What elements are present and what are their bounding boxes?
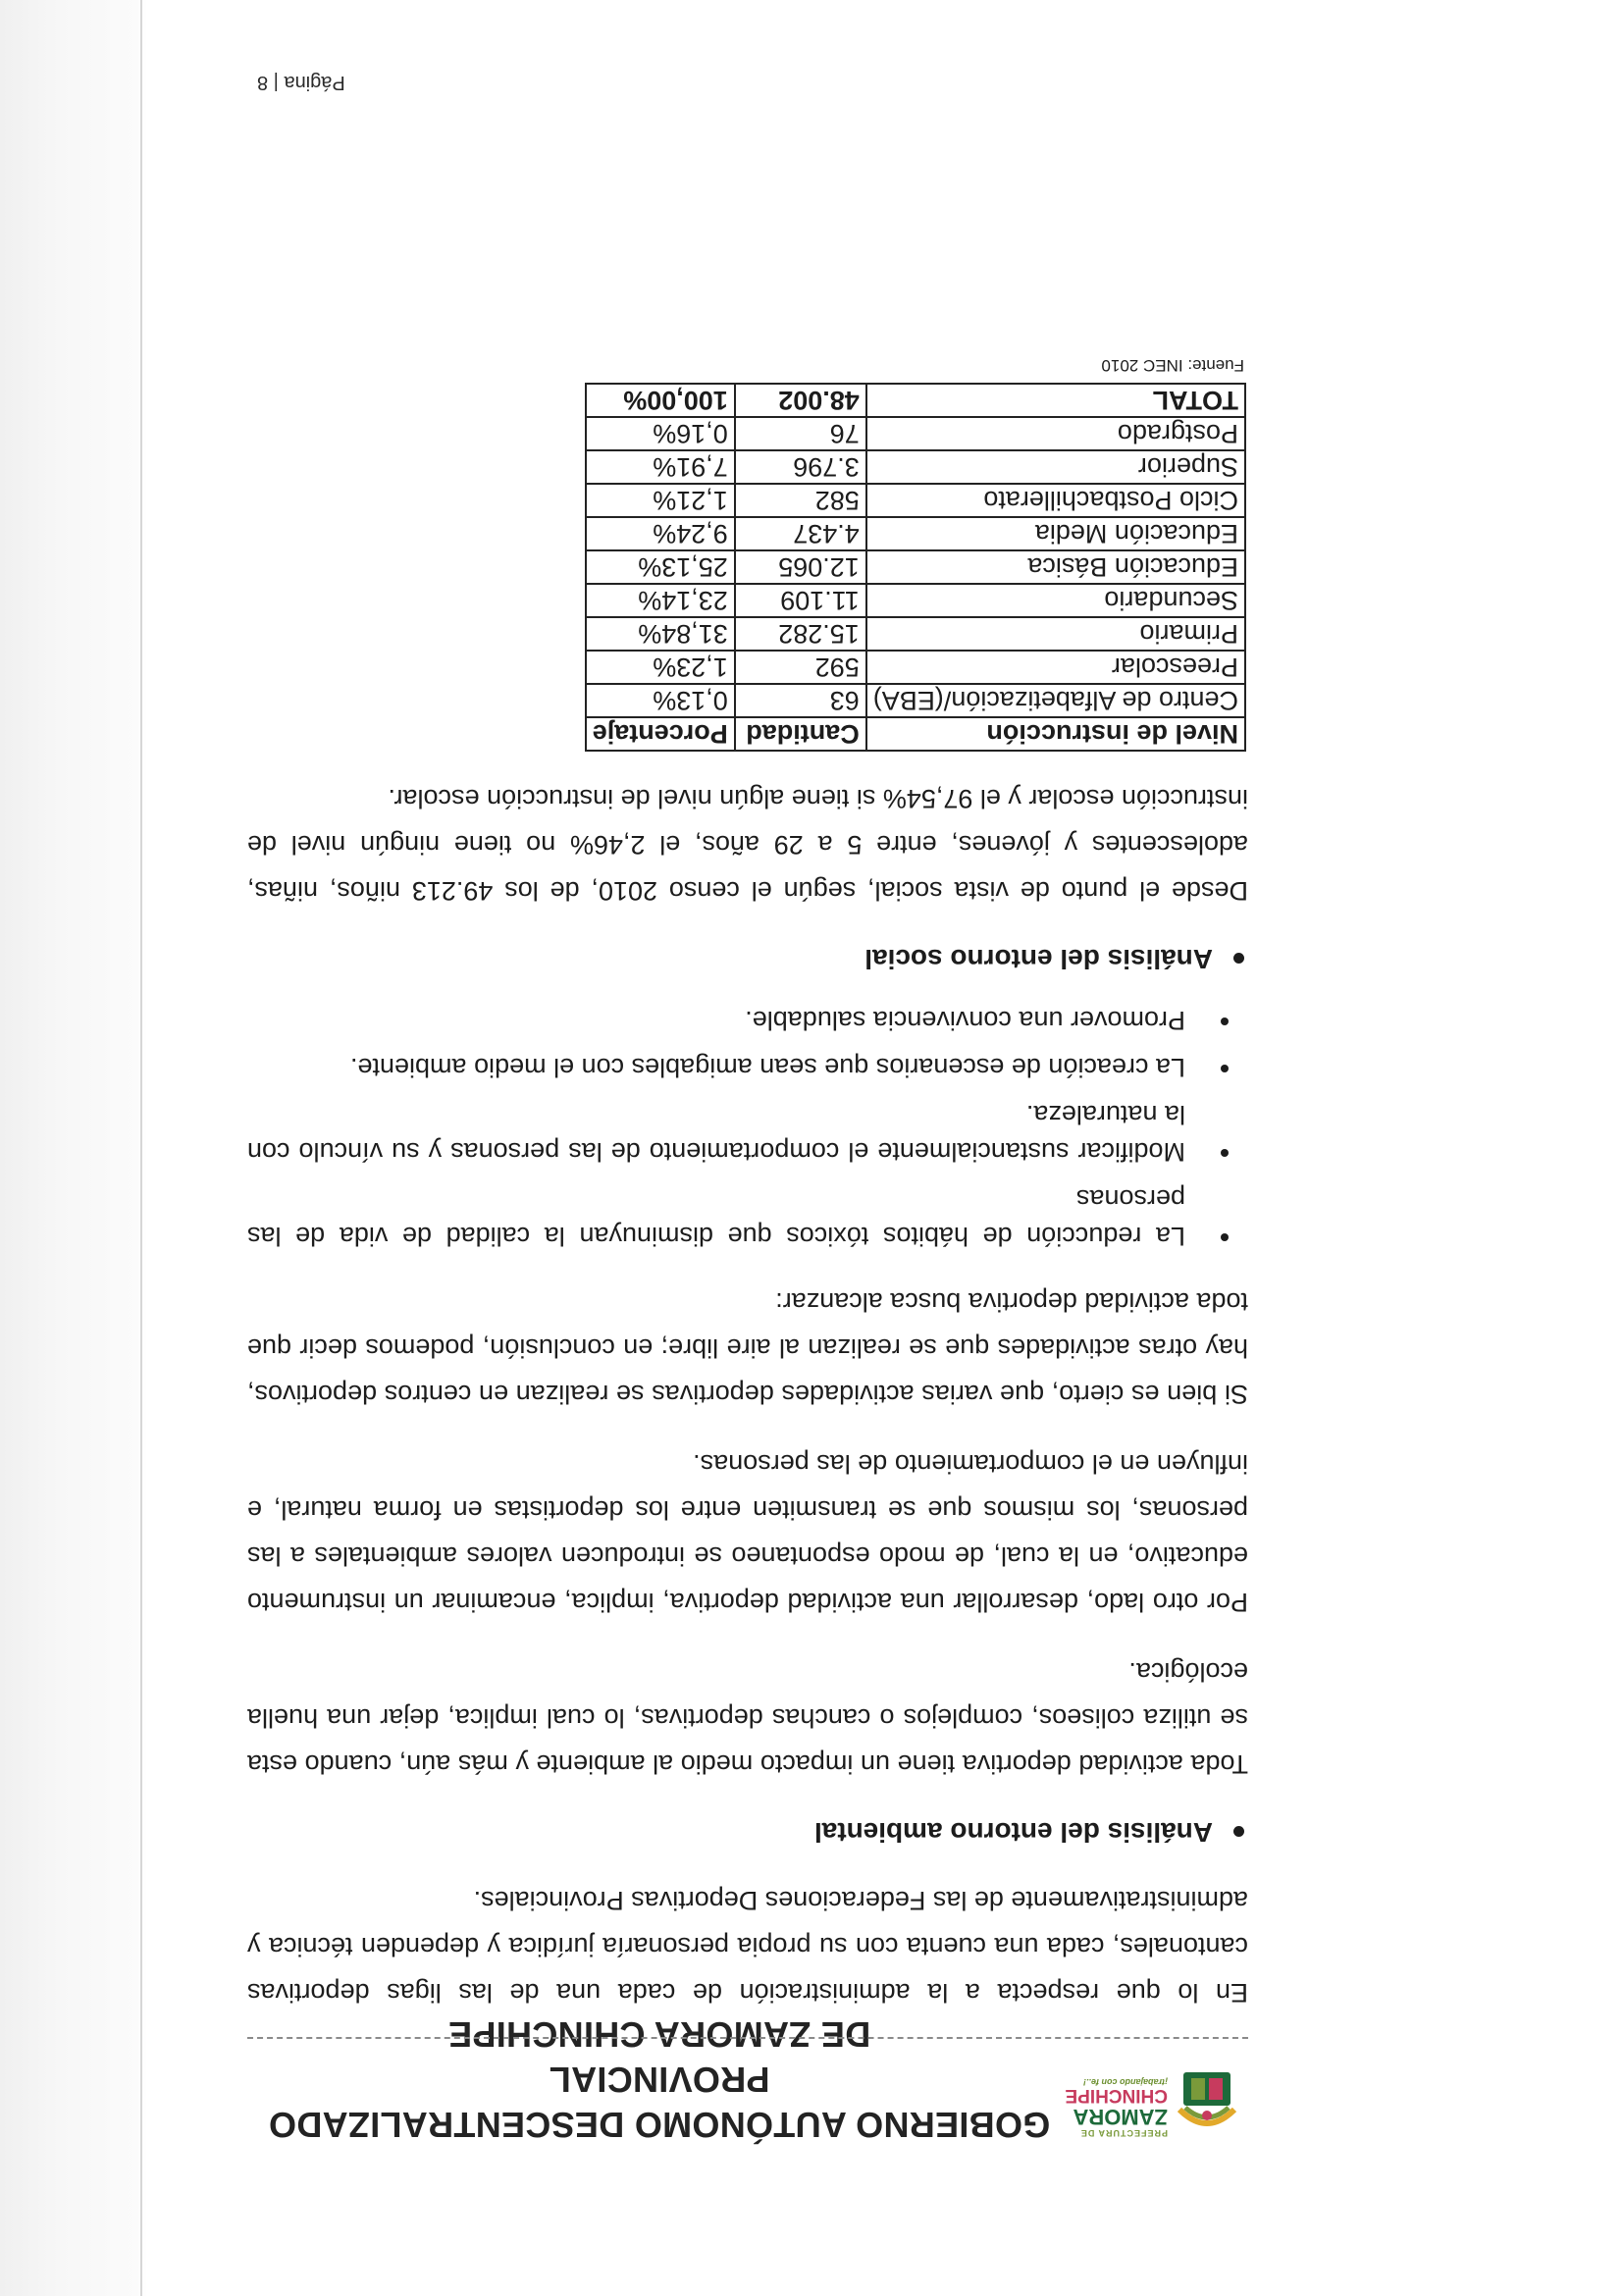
- scan-shadow-edge: [0, 0, 147, 2296]
- table-cell: 1,23%: [586, 651, 735, 684]
- section-heading-social: Análisis del entorno social: [247, 937, 1248, 980]
- logo-small-text: PREFECTURA DE: [1079, 2128, 1168, 2138]
- goal-item: Modificar sustancialmente el comportamiento de las personas y su vínculo con la naturaleza.: [247, 1096, 1185, 1171]
- environment-paragraph-2: Por otro lado, desarrollar una actividad deportiva, implica, encaminar un instrumento educativo, en la cual, de modo espontaneo se introducen valores ambientales a las personas, los mismos que se transmiten entre los deportistas en forma natural, e influyen en el comportamiento de las personas.: [247, 1449, 1248, 1617]
- table-cell: 25,13%: [586, 550, 735, 584]
- table-cell: Secundario: [866, 584, 1245, 617]
- table-row: [586, 651, 1245, 684]
- table-cell: 31,84%: [586, 617, 735, 651]
- table-cell: 582: [735, 484, 866, 517]
- page-header: [247, 2014, 1248, 2151]
- table-header-percentage: Porcentaje: [586, 717, 735, 751]
- table-cell: 23,14%: [586, 584, 735, 617]
- logo-line-1: ZAMORA: [1073, 2104, 1168, 2129]
- table-row: [586, 484, 1245, 517]
- logo-line-2: CHINCHIPE: [1065, 2085, 1168, 2107]
- table-header-level: Nivel de instrucción: [866, 717, 1245, 751]
- prefectura-logo-icon: [1174, 2066, 1240, 2139]
- table-cell: 0,16%: [586, 417, 735, 450]
- table-cell: Superior: [866, 450, 1245, 484]
- table-cell: 9,24%: [586, 517, 735, 550]
- table-cell: 592: [735, 651, 866, 684]
- table-cell: Educación Media: [866, 517, 1245, 550]
- page-number: Página | 8: [257, 72, 345, 93]
- section-heading-environment: Análisis del entorno ambiental: [247, 1810, 1248, 1853]
- table-cell: 63: [735, 684, 866, 717]
- table-cell: 0,13%: [586, 684, 735, 717]
- education-level-table: [585, 383, 1246, 752]
- intro-paragraph: En lo que respecta a la administración de cada una de las ligas deportivas cantonales, cada una cuenta con su propia personaría jurídica y dependen técnica y administrativamente de las Federaciones Deportivas Provinciales.: [247, 1886, 1248, 2008]
- table-cell: Primario: [866, 617, 1245, 651]
- table-row: [586, 584, 1245, 617]
- organization-line-2: DE ZAMORA CHINCHIPE: [447, 2014, 871, 2055]
- environment-paragraph-1: Toda actividad deportiva tiene un impacto medio al ambiente y más aún, cuando esta se utiliza coliseos, complejos o canchas deportivas, lo cual implica, dejar una huella ecológica.: [247, 1657, 1248, 1779]
- table-source: Fuente: INEC 2010: [1101, 356, 1244, 375]
- table-row: [586, 684, 1245, 717]
- table-cell: 4.437: [735, 517, 866, 550]
- goal-item: Promover una convivencia saludable.: [247, 1002, 1185, 1039]
- table-row: [586, 550, 1245, 584]
- organization-name: [233, 2011, 1086, 2147]
- table-cell: 76: [735, 417, 866, 450]
- table-header-row: [586, 717, 1245, 751]
- table-cell: 3.796: [735, 450, 866, 484]
- table-cell: 12.065: [735, 550, 866, 584]
- table-cell: 15.282: [735, 617, 866, 651]
- table-row: [586, 517, 1245, 550]
- table-row: [586, 417, 1245, 450]
- goal-item: La creación de escenarios que sean amigables con el medio ambiente.: [247, 1049, 1185, 1086]
- goal-item: La reducción de hábitos tóxicos que disminuyan la calidad de vida de las personas: [247, 1180, 1185, 1255]
- table-cell: Centro de Alfabetización/(EBA): [866, 684, 1245, 717]
- table-cell: Educación Básica: [866, 550, 1245, 584]
- scan-edge-line: [140, 0, 142, 2296]
- table-header-quantity: Cantidad: [735, 717, 866, 751]
- table-total-quantity: 48.002: [735, 384, 866, 417]
- table-cell: 11.109: [735, 584, 866, 617]
- table-total-label: TOTAL: [866, 384, 1245, 417]
- social-paragraph: Desde el punto de vista social, según el censo 2010, de los 49.213 niños, niñas, adolescentes y jóvenes, entre 5 a 29 años, el 2,46% no tiene ningún nivel de instrucción escolar y el 97,54% si tiene algún nivel de instrucción escolar.: [247, 784, 1248, 906]
- page-upside-down: [147, 0, 1623, 2296]
- table-total-row: [586, 384, 1245, 417]
- header-divider: [247, 2037, 1248, 2039]
- table-cell: Preescolar: [866, 651, 1245, 684]
- environment-paragraph-3: Si bien es cierto, que varias actividades deportivas se realizan en centros deportivos, hay otras actividades que se realizan al aire libre; en conclusión, podemos decir que toda actividad deportiva busca alcanzar:: [247, 1287, 1248, 1409]
- table-cell: 1,21%: [586, 484, 735, 517]
- table-row: [586, 450, 1245, 484]
- table-row: [586, 617, 1245, 651]
- logo-tagline: ¡trabajando con fe..!: [1082, 2076, 1168, 2087]
- goals-list: [247, 1002, 1248, 1255]
- table-cell: Ciclo Postbachillerato: [866, 484, 1245, 517]
- page-body: [247, 0, 1248, 2296]
- organization-line-1: GOBIERNO AUTÓNOMO DESCENTRALIZADO PROVINCIAL: [268, 2060, 1051, 2145]
- table-total-percentage: 100,00%: [586, 384, 735, 417]
- page-content: [247, 355, 1248, 2015]
- table-cell: Postgrado: [866, 417, 1245, 450]
- table-cell: 7,91%: [586, 450, 735, 484]
